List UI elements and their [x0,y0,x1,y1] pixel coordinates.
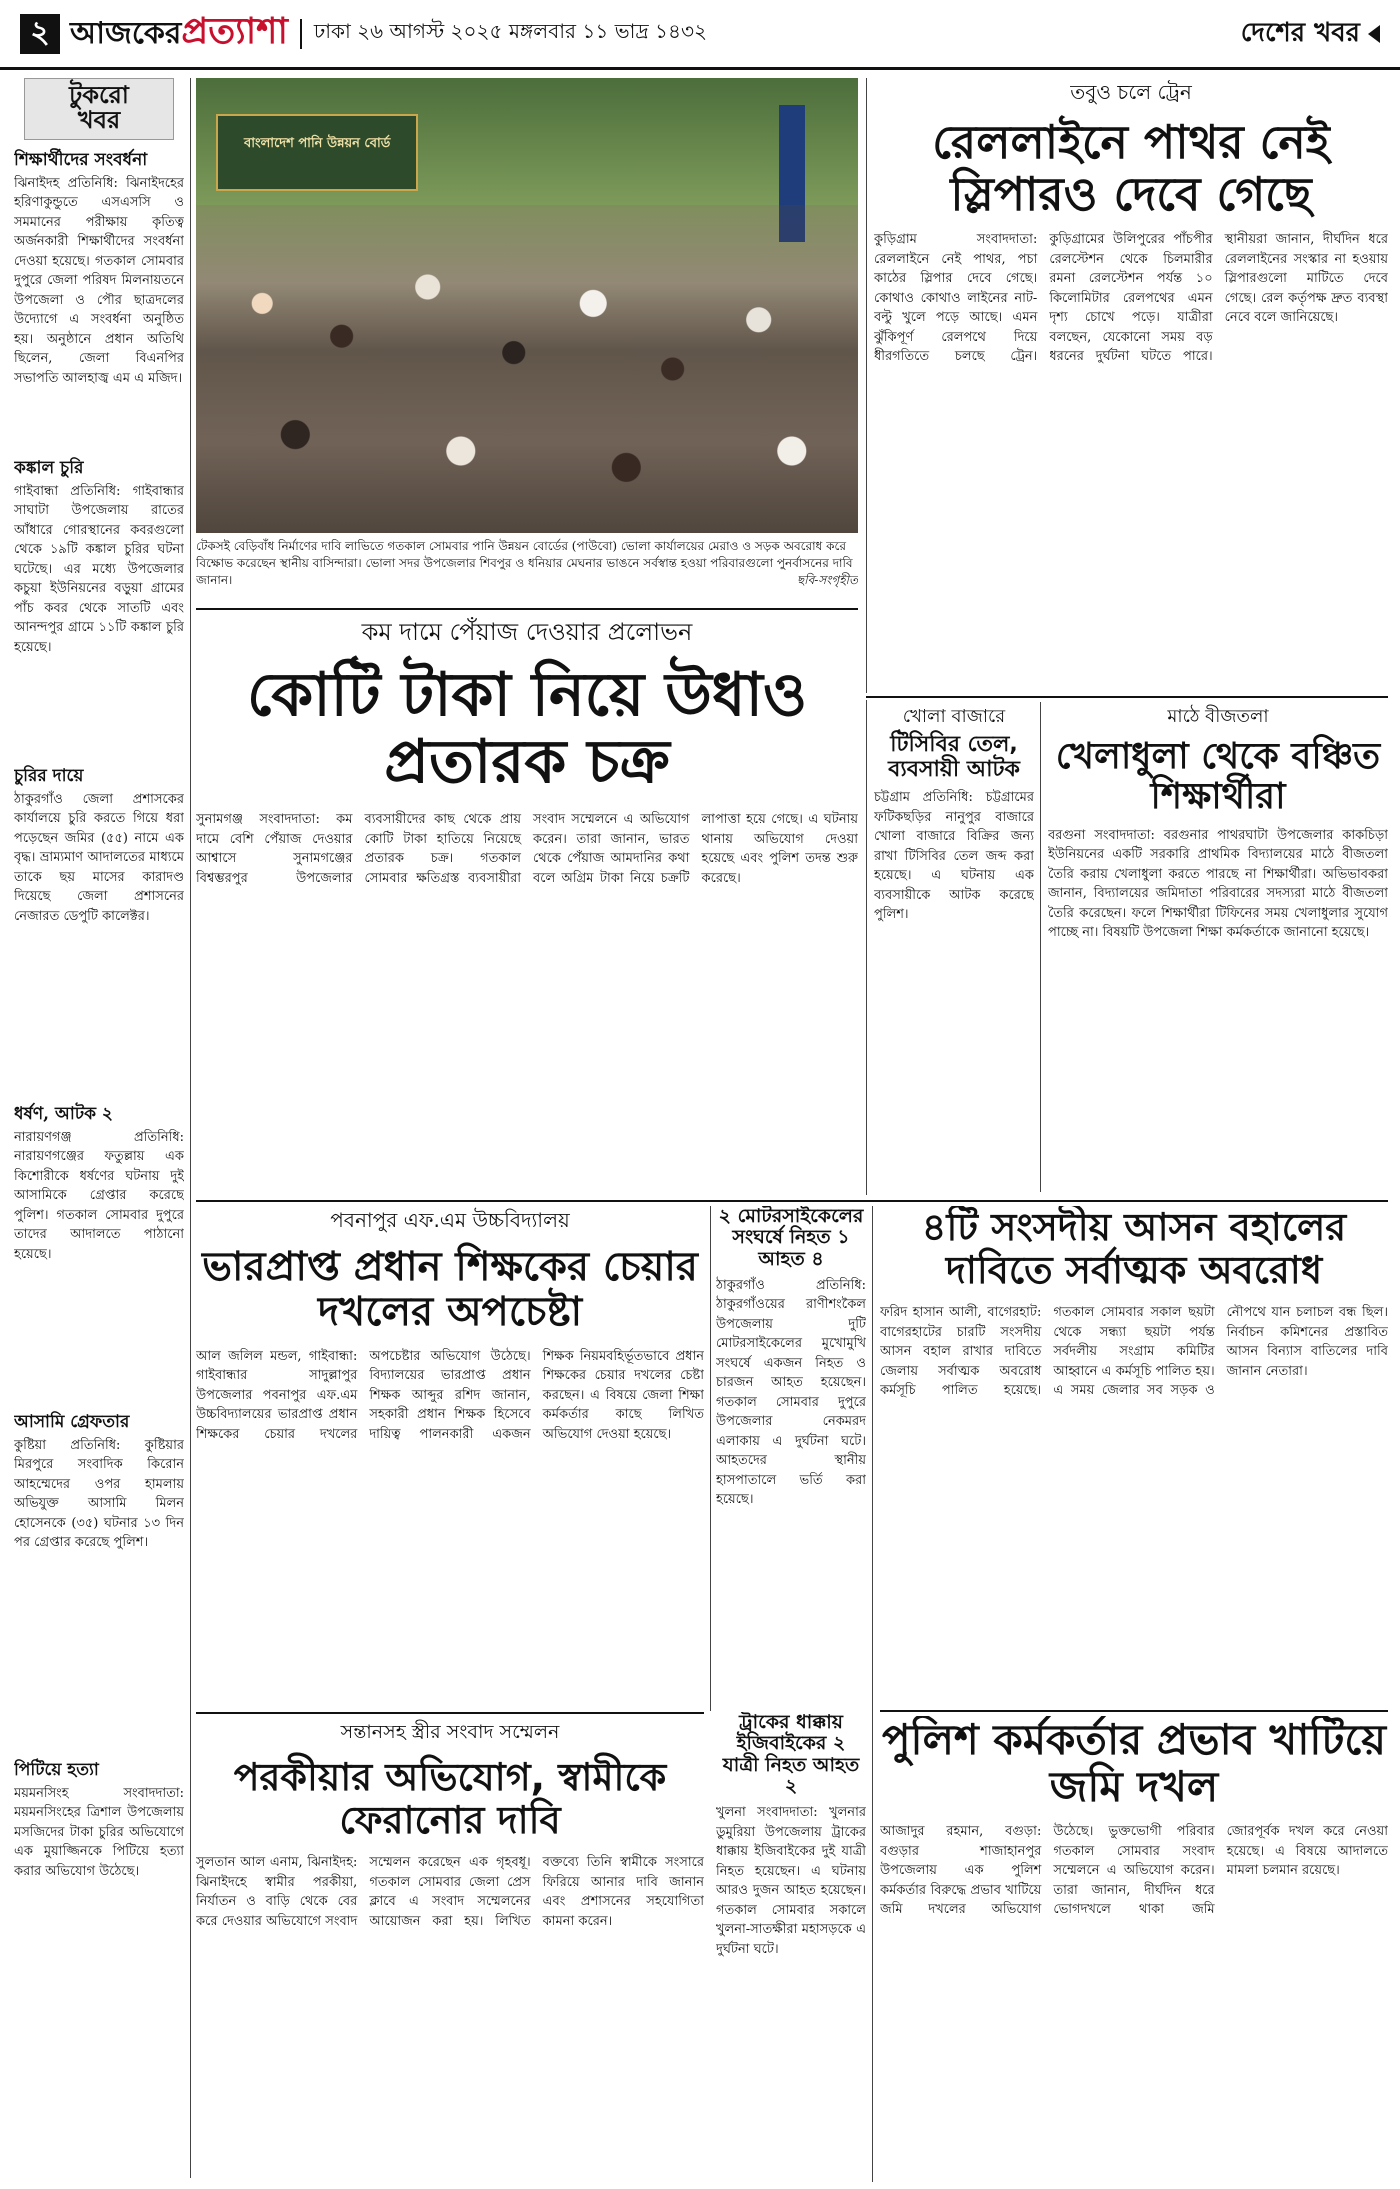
brief-title: শিক্ষার্থীদের সংবর্ধনা [14,150,148,170]
photo-crowd [196,205,858,533]
brief-title: কঙ্কাল চুরি [14,458,84,478]
blockade-headline: ৪টি সংসদীয় আসন বহালের দাবিতে সর্বাত্মক অবরোধ [921,1206,1347,1292]
brief-title: চুরির দায়ে [14,766,84,786]
affair-kicker: সন্তানসহ স্ত্রীর সংবাদ সম্মেলন [340,1721,560,1743]
briefs-badge [24,78,174,140]
brief-item [14,764,184,1094]
lead-photo [196,78,858,533]
easybike-story [716,1712,866,2182]
brief-title: আসামি গ্রেফতার [14,1412,130,1432]
brief-item [14,1758,184,2058]
police-headline: পুলিশ কর্মকর্তার প্রভাব খাটিয়ে জমি দখল [882,1716,1386,1812]
brief-text: গাইবান্ধা প্রতিনিধি: গাইবান্ধার সাঘাটা উপজেলায় রাতের আঁধারে গোরস্থানের কবরগুলো থেকে ১৯টি কঙ্কাল চুরির ঘটনা ঘটেছে। এর মধ্যে উপজেলার কচুয়া ইউনিয়নের বড়ুয়া গ্রামের পাঁচ কবর থেকে সাতটি এবং আনন্দপুর গ্রামে ১১টি কঙ্কাল চুরি হয়েছে। [14,483,184,655]
train-kicker: তবুও চলে ট্রেন [1070,80,1192,104]
section-rule [866,696,1388,698]
fraud-headline: কোটি টাকা নিয়ে উধাও প্রতারক চক্র [246,660,808,798]
tcb-story [874,702,1034,1192]
brief-item [14,1410,184,1750]
photo-credit: ছবি-সংগৃহীত [796,572,858,587]
column-rule [866,700,867,1195]
logo-text-right: প্রত্যাশা [181,9,288,52]
tcb-kicker: খোলা বাজারে [902,706,1006,727]
easybike-headline: ট্রাকের ধাক্কায় ইজিবাইকের ২ যাত্রী নিহত আহত ২ [722,1712,860,1797]
playground-headline: খেলাধুলা থেকে বঞ্চিত শিক্ষার্থীরা [1055,736,1381,818]
section-rule [880,1710,1388,1712]
brief-title: পিটিয়ে হত্যা [14,1760,99,1780]
headmaster-story [196,1206,704,1711]
police-story [880,1716,1388,2182]
blockade-story [880,1206,1388,1706]
fraud-kicker: কম দামে পেঁয়াজ দেওয়ার প্রলোভন [361,618,693,646]
headmaster-headline: ভারপ্রাপ্ত প্রধান শিক্ষকের চেয়ার দখলের অপচেষ্টা [202,1244,698,1335]
photo-sign-text: বাংলাদেশ পানি উন্নয়ন বোর্ড [244,136,391,152]
brief-text: কুষ্টিয়া প্রতিনিধি: কুষ্টিয়ার মিরপুরে সংবাদিক কিরোন আহম্মেদের ওপর হামলায় অভিযুক্ত আসামি মিলন হোসেনকে (৩৫) ঘটনার ১৩ দিন পর গ্রেপ্তার করেছে পুলিশ। [14,1437,184,1550]
train-headline: রেললাইনে পাথর নেই স্লিপারও দেবে গেছে [932,115,1330,221]
train-body: কুড়িগ্রাম সংবাদদাতা: রেললাইনে নেই পাথর, পচা কাঠের স্লিপার দেবে গেছে। কোথাও কোথাও লাইনের নাট-বল্টু খুলে পড়ে আছে। এমন ঝুঁকিপূর্ণ রেলপথে দিয়ে ধীরগতিতে চলছে ট্রেন। কুড়িগ্রামের উলিপুরের পাঁচপীর রেলস্টেশন থেকে চিলমারীর রমনা রেলস্টেশন পর্যন্ত ১০ কিলোমিটার রেলপথের এমন দৃশ্য চোখে পড়ে। যাত্রীরা বলছেন, যেকোনো সময় বড় ধরনের দুর্ঘটনা ঘটতে পারে। স্থানীয়রা জানান, দীর্ঘদিন ধরে রেললাইনের সংস্কার না হওয়ায় স্লিপারগুলো মাটিতে দেবে গেছে। রেল কর্তৃপক্ষ দ্রুত ব্যবস্থা নেবে বলে জানিয়েছে। [874,232,1388,365]
column-rule [866,78,867,693]
brief-item [14,148,184,448]
badge-line-1: টুকরো [69,81,129,109]
column-rule [1040,702,1041,1192]
motorcycle-body: ঠাকুরগাঁও প্রতিনিধি: ঠাকুরগাঁওয়ের রাণীশংকৈল উপজেলায় দুটি মোটরসাইকেলের মুখোমুখি সংঘর্ষে একজন নিহত ও চারজন আহত হয়েছেন। গতকাল সোমবার দুপুরে উপজেলার নেকমরদ এলাকায় এ দুর্ঘটনা ঘটে। আহতদের স্থানীয় হাসপাতালে ভর্তি করা হয়েছে। [716,1277,866,1508]
photo-office-sign [216,114,419,191]
section-label: দেশের খবর [1240,17,1360,48]
section-arrow-icon [1368,25,1380,43]
affair-body: সুলতান আল এনাম, ঝিনাইদহ: ঝিনাইদহে স্বামীর পরকীয়া, নির্যাতন ও বাড়ি থেকে বের করে দেওয়ার অভিযোগে সংবাদ সম্মেলন করেছেন এক গৃহবধূ। গতকাল সোমবার জেলা প্রেস ক্লাবে এ সংবাদ সম্মেলনের আয়োজন করা হয়। লিখিত বক্তব্যে তিনি স্বামীকে সংসারে ফিরিয়ে আনার দাবি জানান এবং প্রশাসনের সহযোগিতা কামনা করেন। [196,1855,704,1929]
brief-item [14,456,184,756]
header-divider [300,19,302,49]
motorcycle-story [716,1206,866,1606]
section-rule [196,1712,704,1714]
brief-text: ঝিনাইদহ প্রতিনিধি: ঝিনাইদহের হরিণাকুন্ডুতে এসএসসি ও সমমানের পরীক্ষায় কৃতিত্ব অর্জনকারী শিক্ষার্থীদের সংবর্ধনা দেওয়া হয়েছে। গতকাল সোমবার দুপুরে জেলা পরিষদ মিলনায়তনে উপজেলা ও পৌর ছাত্রদলের উদ্যোগে এ সংবর্ধনা অনুষ্ঠিত হয়। অনুষ্ঠানে প্রধান অতিথি ছিলেন, জেলা বিএনপির সভাপতি আলহাজ্ব এম এ মজিদ। [14,175,184,386]
blockade-body: ফরিদ হাসান আলী, বাগেরহাট: বাগেরহাটের চারটি সংসদীয় আসন বহাল রাখার দাবিতে জেলায় সর্বাত্মক অবরোধ কর্মসূচি পালিত হয়েছে। গতকাল সোমবার সকাল ছয়টা থেকে সন্ধ্যা ছয়টা পর্যন্ত সর্বদলীয় সংগ্রাম কমিটির আহ্বানে এ কর্মসূচি পালিত হয়। এ সময় জেলার সব সড়ক ও নৌপথে যান চলাচল বন্ধ ছিল। নির্বাচন কমিশনের প্রস্তাবিত আসন বিন্যাস বাতিলের দাবি জানান নেতারা। [880,1305,1388,1399]
column-rule [190,78,191,2178]
tcb-body: চট্টগ্রাম প্রতিনিধি: চট্টগ্রামের ফটিকছড়ির নানুপুর বাজারে খোলা বাজারে বিক্রির জন্য রাখা টিসিবির তেল জব্দ করা হয়েছে। এ ঘটনায় এক ব্যবসায়ীকে আটক করেছে পুলিশ। [874,790,1034,923]
masthead [0,0,1400,70]
logo-text-left: আজকের [70,15,182,51]
dateline: ঢাকা ২৬ আগস্ট ২০২৫ মঙ্গলবার ১১ ভাদ্র ১৪৩২ [313,19,708,43]
column-rule [872,1206,873,2182]
playground-kicker: মাঠে বীজতলা [1167,706,1269,727]
badge-line-2: খবর [77,106,121,135]
section-rule [196,608,858,610]
brief-text: ময়মনসিংহ সংবাদদাতা: ময়মনসিংহের ত্রিশাল উপজেলায় মসজিদের টাকা চুরির অভিযোগে এক মুয়াজ্জিনকে পিটিয়ে হত্যা করার অভিযোগ উঠেছে। [14,1785,184,1879]
column-rule [710,1206,711,1711]
page-number: ২ [20,14,60,54]
sidebar-briefs [14,78,184,2178]
playground-story [1048,702,1388,1192]
police-body: আজাদুর রহমান, বগুড়া: বগুড়ার শাজাহানপুর উপজেলায় এক পুলিশ কর্মকর্তার বিরুদ্ধে প্রভাব খাটিয়ে জমি দখলের অভিযোগ উঠেছে। ভুক্তভোগী পরিবার গতকাল সোমবার সংবাদ সম্মেলনে এ অভিযোগ করেন। তারা জানান, দীর্ঘদিন ধরে ভোগদখলে থাকা জমি জোরপূর্বক দখল করে নেওয়া হয়েছে। এ বিষয়ে আদালতে মামলা চলমান রয়েছে। [880,1824,1388,1918]
brief-text: নারায়ণগঞ্জ প্রতিনিধি: নারায়ণগঞ্জের ফতুল্লায় এক কিশোরীকে ধর্ষণের ঘটনায় দুই আসামিকে গ্রেপ্তার করেছে পুলিশ। গতকাল সোমবার দুপুরে তাদের আদালতে পাঠানো হয়েছে। [14,1129,184,1262]
brief-item [14,1102,184,1402]
caption-text: টেকসই বেড়িবাঁধ নির্মাণের দাবি লাভিতে গতকাল সোমবার পানি উন্নয়ন বোর্ডের (পাউবো) ভোলা কার্যালয়ের মেরাও ও সড়ক অবরোধ করে বিক্ষোভ করেছেন স্থানীয় বাসিন্দারা। ভোলা সদর উপজেলার শিবপুর ও ধনিয়ার মেঘনার ভাঙনে সর্বস্বান্ত হওয়া পরিবারগুলো পুনর্বাসনের দাবি জানান। [196,539,853,587]
headmaster-kicker: পবনাপুর এফ.এম উচ্চবিদ্যালয় [330,1208,570,1232]
train-story [874,78,1388,693]
motorcycle-headline: ২ মোটরসাইকেলের সংঘর্ষে নিহত ১ আহত ৪ [718,1206,864,1270]
affair-headline: পরকীয়ার অভিযোগ, স্বামীকে ফেরানোর দাবি [233,1755,667,1842]
section-name [1241,12,1380,56]
fraud-story [196,614,858,1194]
playground-body: বরগুনা সংবাদদাতা: বরগুনার পাথরঘাটা উপজেলার কাকচিড়া ইউনিয়নের একটি সরকারি প্রাথমিক বিদ্যালয়ের মাঠে বীজতলা তৈরি করায় খেলাধুলা করতে পারছে না শিক্ষার্থীরা। অভিভাবকরা জানান, বিদ্যালয়ের জমিদাতা পরিবারের সদস্যরা মাঠে বীজতলা তৈরি করেছেন। ফলে শিক্ষার্থীরা টিফিনের সময় খেলাধুলার সুযোগ পাচ্ছে না। বিষয়টি উপজেলা শিক্ষা কর্মকর্তাকে জানানো হয়েছে। [1048,827,1388,941]
easybike-body: খুলনা সংবাদদাতা: খুলনার ডুমুরিয়া উপজেলায় ট্রাকের ধাক্কায় ইজিবাইকের দুই যাত্রী নিহত হয়েছেন। এ ঘটনায় আরও দুজন আহত হয়েছেন। গতকাল সোমবার সকালে খুলনা-সাতক্ষীরা মহাসড়কে এ দুর্ঘটনা ঘটে। [716,1805,866,1957]
tcb-headline: টিসিবির তেল, ব্যবসায়ী আটক [888,732,1020,782]
brief-title: ধর্ষণ, আটক ২ [14,1104,113,1124]
headmaster-body: আল জলিল মন্ডল, গাইবান্ধা: গাইবান্ধার সাদুল্লাপুর উপজেলার পবনাপুর এফ.এম উচ্চবিদ্যালয়ের ভারপ্রাপ্ত প্রধান শিক্ষকের চেয়ার দখলের অপচেষ্টার অভিযোগ উঠেছে। বিদ্যালয়ের ভারপ্রাপ্ত প্রধান শিক্ষক আব্দুর রশিদ জানান, সহকারী প্রধান শিক্ষক হিসেবে দায়িত্ব পালনকারী একজন শিক্ষক নিয়মবহির্ভূতভাবে প্রধান শিক্ষকের চেয়ার দখলের চেষ্টা করছেন। এ বিষয়ে জেলা শিক্ষা কর্মকর্তার কাছে লিখিত অভিযোগ দেওয়া হয়েছে। [196,1348,704,1442]
brief-text: ঠাকুরগাঁও জেলা প্রশাসকের কার্যালয়ে চুরি করতে গিয়ে ধরা পড়েছেন জমির (৫৫) নামে এক বৃদ্ধ। ভ্রাম্যমাণ আদালতের মাধ্যমে তাকে ছয় মাসের কারাদণ্ড দিয়েছে জেলা প্রশাসনের নেজারত ডেপুটি কালেক্টর। [14,791,184,924]
affair-story [196,1718,704,2182]
section-rule [196,1200,1388,1202]
newspaper-logo [70,4,288,64]
fraud-body: সুনামগঞ্জ সংবাদদাতা: কম দামে বেশি পেঁয়াজ দেওয়ার আশ্বাসে সুনামগঞ্জের বিশ্বম্ভরপুর উপজেলার ব্যবসায়ীদের কাছ থেকে প্রায় কোটি টাকা হাতিয়ে নিয়েছে প্রতারক চক্র। গতকাল সোমবার ক্ষতিগ্রস্ত ব্যবসায়ীরা সংবাদ সম্মেলনে এ অভিযোগ করেন। তারা জানান, ভারত থেকে পেঁয়াজ আমদানির কথা বলে অগ্রিম টাকা নিয়ে চক্রটি লাপাত্তা হয়ে গেছে। এ ঘটনায় থানায় অভিযোগ দেওয়া হয়েছে এবং পুলিশ তদন্ত শুরু করেছে। [196,812,858,886]
photo-caption [196,538,858,602]
